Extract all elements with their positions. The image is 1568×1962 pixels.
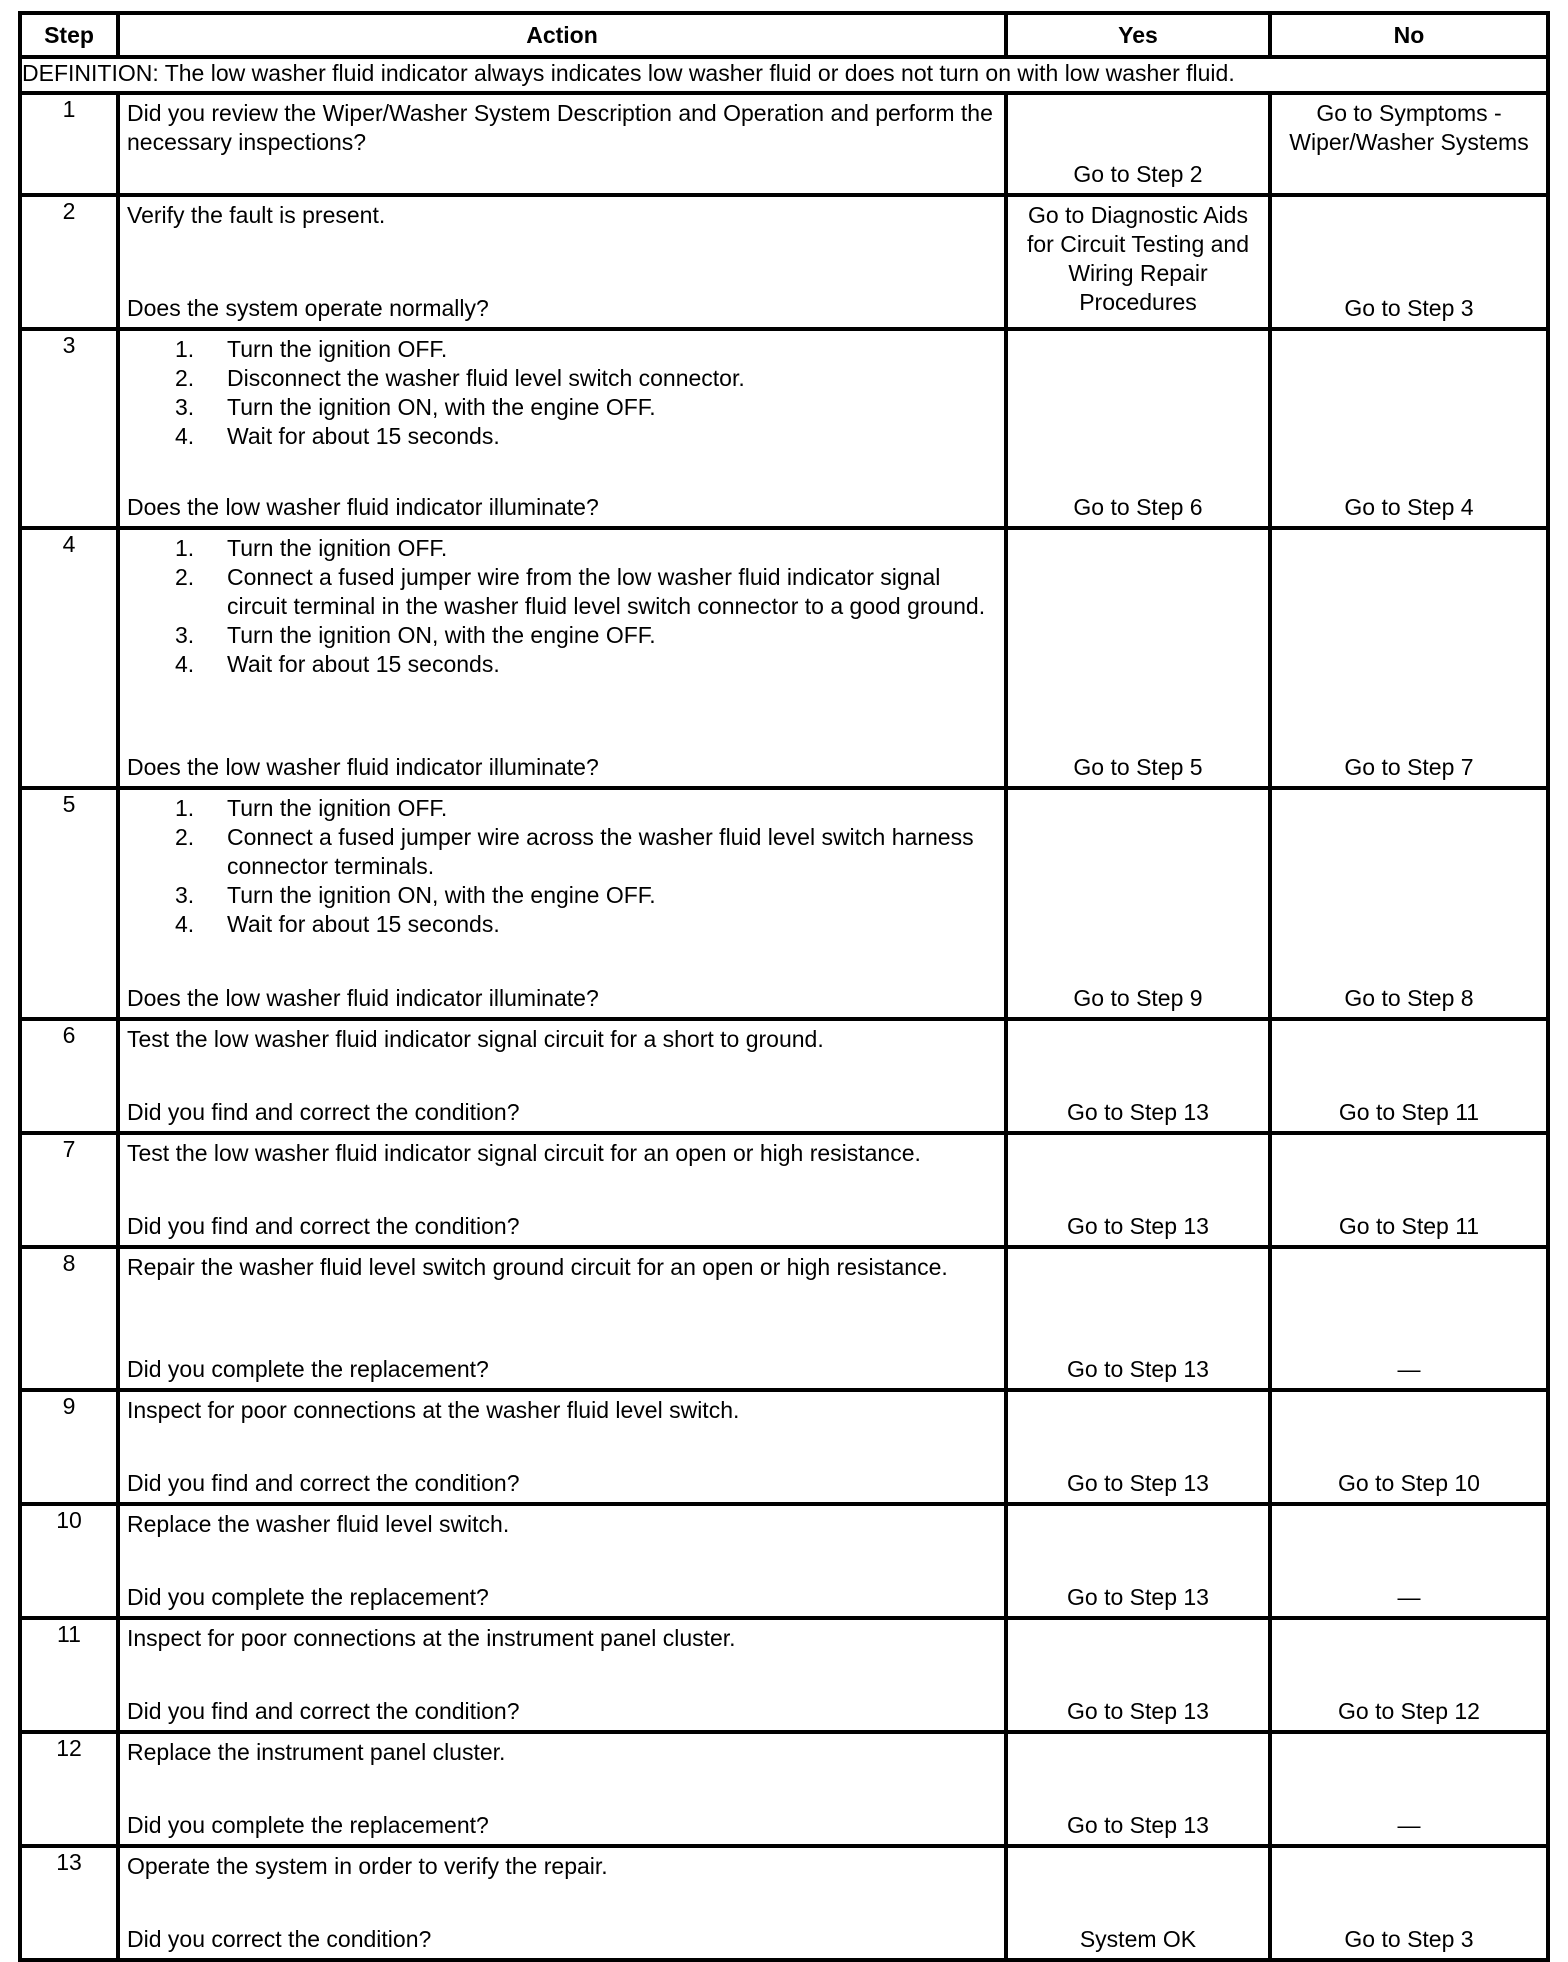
yes-result-text: Go to Step 13	[1067, 1470, 1209, 1496]
step-number: 11	[20, 1618, 118, 1732]
yes-cell	[1006, 528, 1270, 788]
yes-cell	[1006, 1390, 1270, 1504]
action-cell	[118, 1133, 1006, 1247]
step-item-text: Turn the ignition ON, with the engine OFF.	[227, 394, 656, 420]
action-step-item	[127, 621, 998, 650]
step-number: 7	[20, 1133, 118, 1247]
action-question: Did you find and correct the condition?	[127, 1099, 520, 1125]
action-cell	[118, 528, 1006, 788]
action-cell	[118, 1846, 1006, 1960]
table-row	[20, 1846, 1548, 1960]
no-cell	[1270, 1846, 1548, 1960]
yes-result-text: Go to Step 9	[1073, 985, 1203, 1011]
no-result-text: Go to Step 11	[1338, 1213, 1480, 1239]
action-cell	[118, 93, 1006, 195]
action-question: Did you complete the replacement?	[127, 1584, 489, 1610]
step-number: 8	[20, 1247, 118, 1390]
step-item-number: 2.	[175, 824, 195, 850]
step-number: 13	[20, 1846, 118, 1960]
yes-cell	[1006, 1732, 1270, 1846]
no-cell	[1270, 195, 1548, 329]
yes-result-text: Go to Step 13	[1067, 1584, 1209, 1610]
action-text: Replace the washer fluid level switch.	[127, 1511, 510, 1537]
table-row	[20, 1504, 1548, 1618]
action-step-item	[127, 794, 998, 823]
step-number: 12	[20, 1732, 118, 1846]
header-step: Step	[20, 13, 118, 57]
step-item-number: 3.	[175, 394, 195, 420]
step-item-number: 3.	[175, 622, 195, 648]
action-text: Inspect for poor connections at the washer fluid level switch.	[127, 1397, 740, 1423]
no-cell	[1270, 1618, 1548, 1732]
no-result-text: —	[1397, 1356, 1421, 1382]
yes-result-text: Go to Step 13	[1067, 1812, 1209, 1838]
no-cell	[1270, 1019, 1548, 1133]
header-action: Action	[118, 13, 1006, 57]
no-result-text: Go to Step 10	[1338, 1470, 1480, 1496]
action-cell	[118, 1618, 1006, 1732]
yes-result-text: Go to Diagnostic Aids for Circuit Testing and Wiring Repair Procedures	[1026, 202, 1249, 315]
yes-result-text: System OK	[1079, 1926, 1197, 1952]
action-question: Did you correct the condition?	[127, 1926, 432, 1952]
step-item-number: 1.	[175, 795, 195, 821]
action-cell	[118, 1019, 1006, 1133]
action-text: Did you review the Wiper/Washer System Description and Operation and perform the necessary inspections?	[127, 100, 993, 155]
table-row	[20, 195, 1548, 329]
step-number: 4	[20, 528, 118, 788]
yes-result-text: Go to Step 13	[1067, 1213, 1209, 1239]
table-row	[20, 1732, 1548, 1846]
action-step-item	[127, 823, 998, 881]
action-step-item	[127, 881, 998, 910]
no-result-text: —	[1397, 1584, 1421, 1610]
step-number: 10	[20, 1504, 118, 1618]
step-item-text: Turn the ignition ON, with the engine OFF.	[227, 622, 656, 648]
action-text: Inspect for poor connections at the instrument panel cluster.	[127, 1625, 736, 1651]
action-question: Does the low washer fluid indicator illuminate?	[127, 494, 599, 520]
header-yes: Yes	[1006, 13, 1270, 57]
action-text: Operate the system in order to verify the repair.	[127, 1853, 608, 1879]
no-result-text: Go to Step 4	[1344, 494, 1474, 520]
step-item-number: 4.	[175, 911, 195, 937]
step-item-text: Wait for about 15 seconds.	[227, 911, 500, 937]
yes-cell	[1006, 329, 1270, 528]
action-step-item	[127, 364, 998, 393]
action-question: Does the low washer fluid indicator illuminate?	[127, 985, 599, 1011]
yes-result-text: Go to Step 13	[1067, 1356, 1209, 1382]
no-result-text: Go to Step 3	[1344, 295, 1474, 321]
no-result-text: Go to Symptoms - Wiper/Washer Systems	[1289, 100, 1529, 155]
no-result-text: Go to Step 12	[1338, 1698, 1480, 1724]
no-cell	[1270, 1247, 1548, 1390]
table-row	[20, 329, 1548, 528]
no-result-text: Go to Step 8	[1344, 985, 1474, 1011]
action-step-item	[127, 650, 998, 679]
step-item-number: 4.	[175, 651, 195, 677]
no-cell	[1270, 788, 1548, 1019]
table-body	[20, 57, 1548, 1960]
action-question: Did you find and correct the condition?	[127, 1698, 520, 1724]
step-number: 6	[20, 1019, 118, 1133]
action-question: Does the system operate normally?	[127, 295, 489, 321]
action-step-item	[127, 393, 998, 422]
action-question: Did you find and correct the condition?	[127, 1470, 520, 1496]
diagnostic-table	[18, 11, 1550, 1962]
action-step-item	[127, 910, 998, 939]
yes-cell	[1006, 93, 1270, 195]
no-result-text: Go to Step 11	[1338, 1099, 1480, 1125]
table-row	[20, 528, 1548, 788]
yes-cell	[1006, 1846, 1270, 1960]
no-cell	[1270, 1504, 1548, 1618]
definition-text: DEFINITION: The low washer fluid indicator always indicates low washer fluid or does not turn on with low washer fluid.	[20, 57, 1548, 93]
yes-result-text: Go to Step 2	[1073, 161, 1203, 187]
action-step-item	[127, 534, 998, 563]
step-number: 9	[20, 1390, 118, 1504]
action-steps-list	[127, 534, 998, 679]
step-item-text: Connect a fused jumper wire from the low washer fluid indicator signal circuit terminal in the washer fluid level switch connector to a good ground.	[227, 564, 986, 619]
step-item-number: 2.	[175, 365, 195, 391]
header-row	[20, 13, 1548, 57]
table-row	[20, 1019, 1548, 1133]
no-cell	[1270, 1133, 1548, 1247]
step-number: 1	[20, 93, 118, 195]
action-step-item	[127, 422, 998, 451]
yes-result-text: Go to Step 6	[1073, 494, 1203, 520]
action-step-item	[127, 563, 998, 621]
action-question: Did you complete the replacement?	[127, 1812, 489, 1838]
no-result-text: —	[1397, 1812, 1421, 1838]
no-cell	[1270, 528, 1548, 788]
step-item-text: Turn the ignition OFF.	[227, 535, 448, 561]
action-question: Did you complete the replacement?	[127, 1356, 489, 1382]
table-row	[20, 1390, 1548, 1504]
action-text: Repair the washer fluid level switch ground circuit for an open or high resistance.	[127, 1254, 948, 1280]
no-cell	[1270, 1390, 1548, 1504]
action-step-item	[127, 335, 998, 364]
no-cell	[1270, 93, 1548, 195]
action-text: Test the low washer fluid indicator signal circuit for a short to ground.	[127, 1026, 824, 1052]
yes-cell	[1006, 1019, 1270, 1133]
step-item-number: 1.	[175, 535, 195, 561]
yes-cell	[1006, 1504, 1270, 1618]
step-number: 2	[20, 195, 118, 329]
step-item-text: Turn the ignition ON, with the engine OFF.	[227, 882, 656, 908]
step-item-number: 2.	[175, 564, 195, 590]
step-item-number: 1.	[175, 336, 195, 362]
yes-result-text: Go to Step 5	[1073, 754, 1203, 780]
no-result-text: Go to Step 3	[1344, 1926, 1474, 1952]
action-question: Did you find and correct the condition?	[127, 1213, 520, 1239]
action-cell	[118, 329, 1006, 528]
action-cell	[118, 1732, 1006, 1846]
yes-cell	[1006, 1133, 1270, 1247]
table-row	[20, 788, 1548, 1019]
step-item-text: Connect a fused jumper wire across the washer fluid level switch harness connector terminals.	[227, 824, 974, 879]
yes-cell	[1006, 1618, 1270, 1732]
step-number: 3	[20, 329, 118, 528]
action-steps-list	[127, 335, 998, 451]
step-item-text: Disconnect the washer fluid level switch connector.	[227, 365, 745, 391]
table-row	[20, 1247, 1548, 1390]
action-text: Verify the fault is present.	[127, 202, 386, 228]
step-item-text: Turn the ignition OFF.	[227, 795, 448, 821]
table-row	[20, 1618, 1548, 1732]
header-no: No	[1270, 13, 1548, 57]
action-text: Replace the instrument panel cluster.	[127, 1739, 506, 1765]
step-number: 5	[20, 788, 118, 1019]
yes-cell	[1006, 1247, 1270, 1390]
no-result-text: Go to Step 7	[1344, 754, 1474, 780]
action-cell	[118, 195, 1006, 329]
action-steps-list	[127, 794, 998, 939]
step-item-number: 3.	[175, 882, 195, 908]
step-item-text: Wait for about 15 seconds.	[227, 651, 500, 677]
yes-result-text: Go to Step 13	[1067, 1698, 1209, 1724]
action-question: Does the low washer fluid indicator illuminate?	[127, 754, 599, 780]
yes-result-text: Go to Step 13	[1067, 1099, 1209, 1125]
action-cell	[118, 1390, 1006, 1504]
action-cell	[118, 1504, 1006, 1618]
table-row	[20, 93, 1548, 195]
yes-cell	[1006, 788, 1270, 1019]
table-row	[20, 1133, 1548, 1247]
no-cell	[1270, 1732, 1548, 1846]
step-item-number: 4.	[175, 423, 195, 449]
step-item-text: Wait for about 15 seconds.	[227, 423, 500, 449]
step-item-text: Turn the ignition OFF.	[227, 336, 448, 362]
action-text: Test the low washer fluid indicator signal circuit for an open or high resistance.	[127, 1140, 921, 1166]
yes-cell	[1006, 195, 1270, 329]
action-cell	[118, 1247, 1006, 1390]
definition-row	[20, 57, 1548, 93]
action-cell	[118, 788, 1006, 1019]
no-cell	[1270, 329, 1548, 528]
